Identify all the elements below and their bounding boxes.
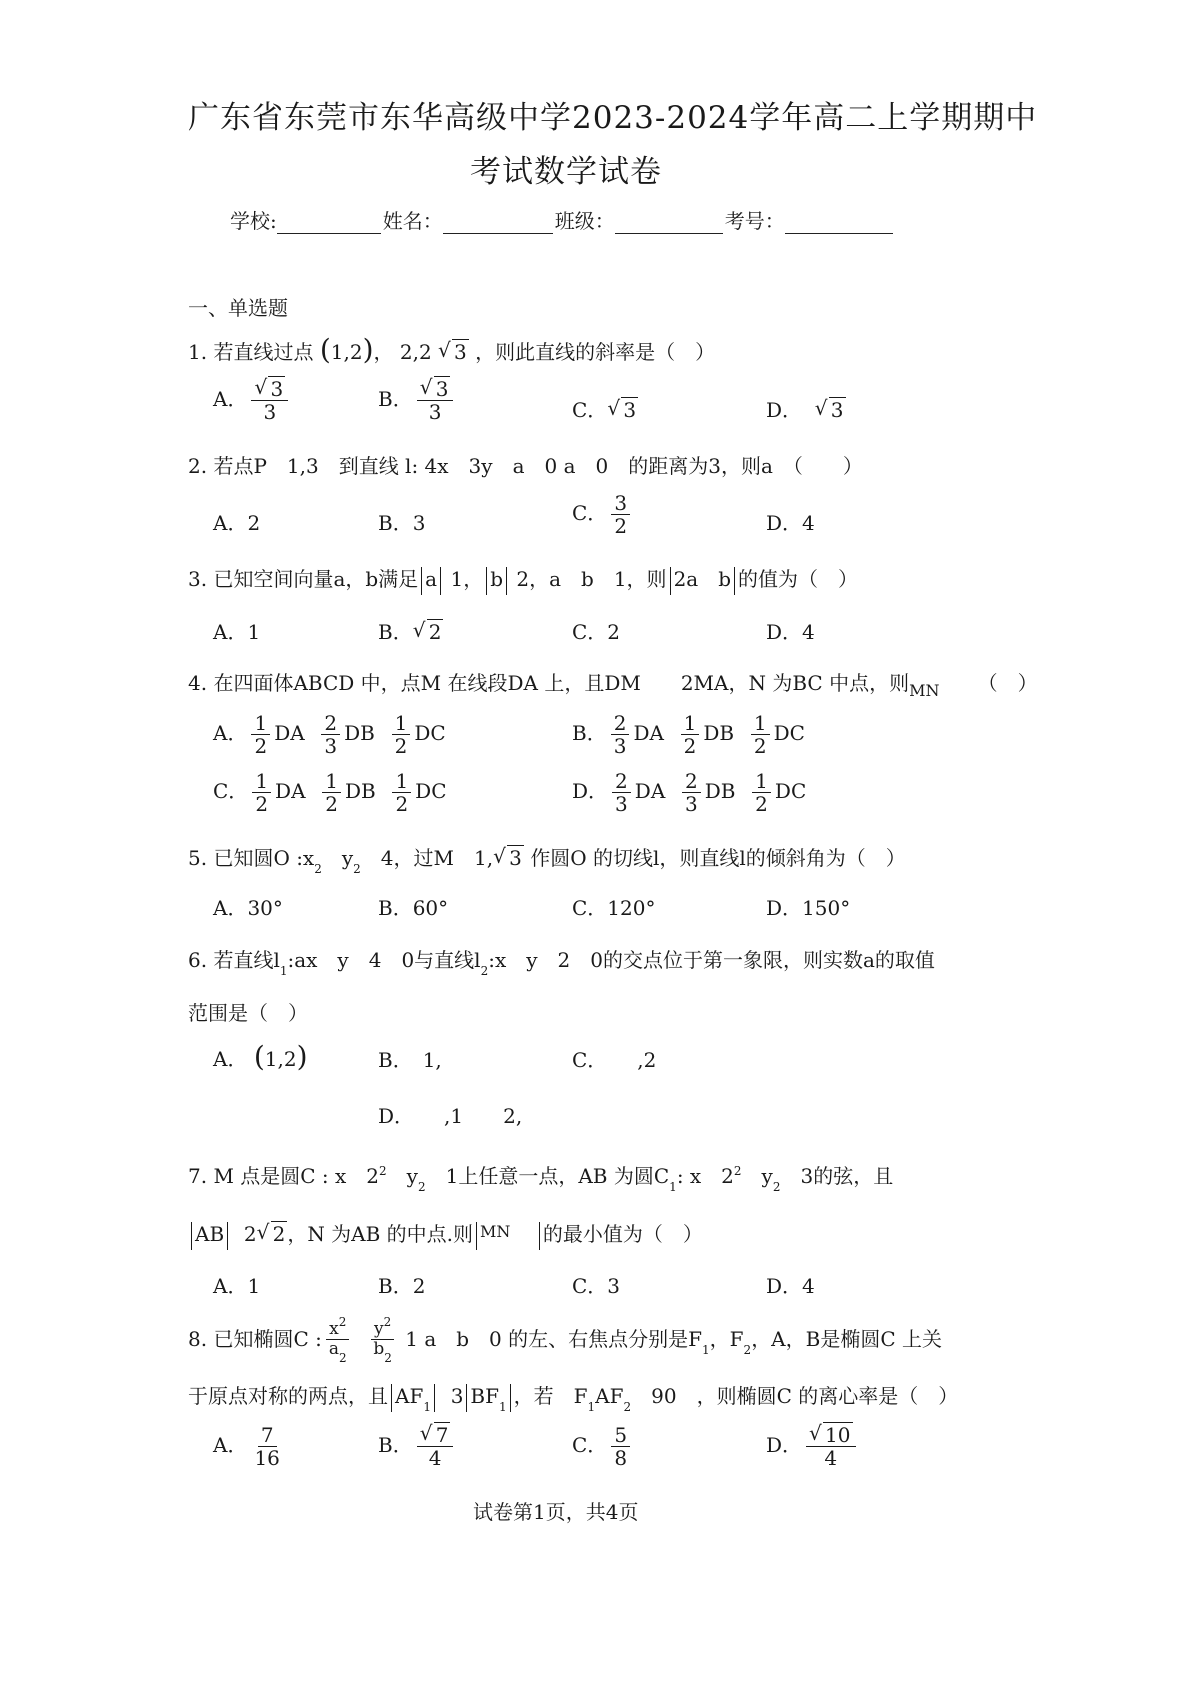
question-7-stem-cont: AB 2√ 2 ，N 为AB 的中点.则 $^{MN}$ 的最小值为（ ）	[188, 1218, 703, 1250]
question-3-stem: 3. 已知空间向量a，b满足 a 1， b 2，a b 1，则 2a b 的值为（ ）	[188, 563, 858, 595]
school-label: 学校:	[230, 209, 277, 233]
q8-option-c[interactable]: C． $\frac{5}{8}$	[572, 1424, 634, 1469]
sqrt-3: √ 3	[438, 340, 469, 364]
q1-option-c[interactable]: C．√ 3	[572, 394, 638, 423]
q4-option-a[interactable]: A． $\frac{1}{2}$ DA $\frac{2}{3}$ DB $\frac{1}{2}$ DC	[213, 711, 446, 758]
exam-no-blank[interactable]	[785, 213, 893, 234]
q8-option-b[interactable]: B． √ $\frac{7}{4}$	[378, 1424, 457, 1469]
question-2-stem: 2. 若点P 1,3 到直线 l: 4x 3y a 0 a 0 的距离为3，则a （ ）	[188, 454, 863, 478]
q8-option-a[interactable]: A． $\frac{7}{16}$	[213, 1423, 280, 1470]
q3-option-d[interactable]: D．4	[766, 620, 815, 644]
q1-point-2: 2,2	[399, 340, 432, 364]
question-7-stem: 7. M 点是圆C : x $2^2$ $y_2$ 1上任意一点，AB 为圆$C_1$: x $2^2$ $y_2$ 3的弦，且	[188, 1164, 894, 1194]
question-4-stem: 4. 在四面体ABCD 中，点M 在线段DA 上，且DM 2MA，N 为BC 中点，则$_{MN}$ （ ）	[188, 671, 1038, 700]
question-6-stem-cont: 范围是（ ）	[188, 1001, 308, 1025]
q4-option-c[interactable]: C． $\frac{1}{2}$ DA $\frac{1}{2}$ DB $\frac{1}{2}$ DC	[213, 769, 447, 816]
section-title: 一、单选题	[188, 296, 288, 320]
q5-option-b[interactable]: B．60°	[378, 896, 449, 920]
paren-close: )	[362, 333, 374, 366]
q1-option-a[interactable]: A． √ $\frac{3}{3}$	[213, 378, 292, 423]
q4-option-b[interactable]: B． $\frac{2}{3}$ DA $\frac{1}{2}$ DB $\frac{1}{2}$ DC	[572, 711, 805, 758]
q6-option-d[interactable]: D． ,1 2,	[378, 1104, 523, 1128]
q6-option-a[interactable]: A． (1,2)	[213, 1040, 308, 1073]
q2-option-a[interactable]: A．2	[213, 511, 261, 535]
q5-option-d[interactable]: D．150°	[766, 896, 851, 920]
q1-point-1: 1,2	[330, 340, 363, 364]
class-blank[interactable]	[615, 213, 723, 234]
q6-option-b[interactable]: B． 1,	[378, 1048, 442, 1072]
q1-option-d[interactable]: D． √ 3	[766, 394, 846, 423]
q5-option-c[interactable]: C．120°	[572, 896, 656, 920]
q7-option-d[interactable]: D．4	[766, 1274, 815, 1298]
fraction: √ $\frac{3}{3}$	[251, 378, 288, 423]
q1-text: 1. 若直线过点	[188, 340, 314, 364]
q7-option-a[interactable]: A．1	[213, 1274, 261, 1298]
question-5-stem: 5. 已知圆O $:x_2$ $y_2$ 4，过M 1,√ 3 作圆O 的切线l，则直线l的倾斜角为（ ）	[188, 842, 906, 876]
q1-option-b[interactable]: B． √ $\frac{3}{3}$	[378, 378, 457, 423]
q4-option-d[interactable]: D． $\frac{2}{3}$ DA $\frac{2}{3}$ DB $\frac{1}{2}$ DC	[572, 769, 807, 816]
page-footer: 试卷第1页，共4页	[473, 1500, 639, 1524]
name-blank[interactable]	[443, 213, 553, 234]
q6-option-c[interactable]: C． ,2	[572, 1048, 657, 1072]
school-blank[interactable]	[277, 213, 381, 234]
name-label: 姓名：	[382, 209, 443, 233]
student-info-row	[230, 205, 895, 234]
q8-option-d[interactable]: D． √ $\frac{10}{4}$	[766, 1424, 860, 1469]
q3-option-a[interactable]: A．1	[213, 620, 261, 644]
title-line-1: 广东省东莞市东华高级中学2023-2024学年高二上学期期中	[188, 100, 1038, 136]
q1-text-end: ，则此直线的斜率是（ ）	[475, 340, 716, 364]
q5-option-a[interactable]: A．30°	[213, 896, 283, 920]
q3-option-b[interactable]: B．√ 2	[378, 616, 443, 645]
question-8-stem: 8. 已知椭圆C : $\frac{x^2}{a_2}$ $\frac{y^2}{b_2}$ 1 a b 0 的左、右焦点分别是$F_1$，$F_2$，A，B是椭圆C 上关	[188, 1315, 942, 1365]
q2-option-d[interactable]: D．4	[766, 511, 815, 535]
q7-option-c[interactable]: C．3	[572, 1274, 621, 1298]
q2-option-c[interactable]: C． $\frac{3}{2}$	[572, 492, 634, 537]
q3-option-c[interactable]: C．2	[572, 620, 621, 644]
question-6-stem: 6. 若直线$l_1:ax$ y 4 0与直线$l_2:x$ y 2 0的交点位于第一象限，则实数a的取值	[188, 948, 935, 978]
q7-option-b[interactable]: B．2	[378, 1274, 426, 1298]
exam-no-label: 考号：	[724, 209, 785, 233]
question-8-stem-cont: 于原点对称的两点，且 $AF_1$ 3 $BF_1$ ，若 $F_1AF_2$ 90 ，则椭圆C 的离心率是（ ）	[188, 1384, 959, 1414]
q2-option-b[interactable]: B．3	[378, 511, 426, 535]
paren-open: (	[319, 333, 331, 366]
title-line-2: 考试数学试卷	[470, 154, 662, 190]
class-label: 班级：	[554, 209, 615, 233]
fraction: √ $\frac{3}{3}$	[417, 378, 454, 423]
question-1-stem: 1. 若直线过点 (1,2)， 2,2 √ 3 ，则此直线的斜率是（ ）	[188, 333, 715, 366]
